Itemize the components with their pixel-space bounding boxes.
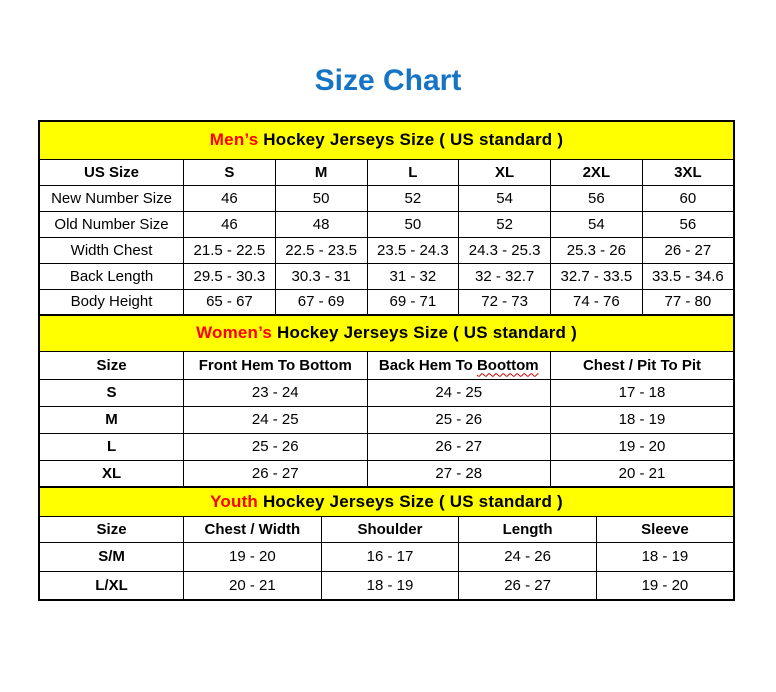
column-header: Back Hem To Boottom: [367, 351, 550, 379]
size-value-cell: 19 - 20: [596, 571, 734, 600]
size-table-youth: [38, 486, 735, 601]
column-header: Length: [459, 516, 597, 542]
table-row: [39, 237, 734, 263]
section-title-highlight: Youth: [210, 491, 259, 511]
size-value-cell: 67 - 69: [275, 289, 367, 315]
size-value-cell: 19 - 20: [550, 433, 734, 460]
size-value-cell: 50: [275, 185, 367, 211]
row-label: M: [39, 406, 184, 433]
section-title-text: Hockey Jerseys Size ( US standard ): [272, 323, 577, 343]
section-header-womens: [39, 315, 734, 351]
column-header: XL: [459, 159, 551, 185]
misspelled-word: Boottom: [476, 356, 539, 374]
row-label: S: [39, 379, 184, 406]
size-table-womens: [38, 314, 735, 488]
row-label: Old Number Size: [39, 211, 184, 237]
size-value-cell: 60: [642, 185, 734, 211]
size-value-cell: 26 - 27: [459, 571, 597, 600]
size-value-cell: 33.5 - 34.6: [642, 263, 734, 289]
size-value-cell: 74 - 76: [550, 289, 642, 315]
size-value-cell: 22.5 - 23.5: [275, 237, 367, 263]
row-label: S/M: [39, 542, 184, 571]
size-value-cell: 56: [642, 211, 734, 237]
column-header: Size: [39, 516, 184, 542]
section-title-text: Hockey Jerseys Size ( US standard ): [258, 130, 564, 150]
row-label: Width Chest: [39, 237, 184, 263]
table-row: [39, 460, 734, 487]
table-row: [39, 263, 734, 289]
size-value-cell: 25 - 26: [367, 406, 550, 433]
size-value-cell: 24 - 25: [367, 379, 550, 406]
table-row: [39, 433, 734, 460]
size-value-cell: 20 - 21: [184, 571, 322, 600]
table-row: [39, 379, 734, 406]
size-value-cell: 32 - 32.7: [459, 263, 551, 289]
size-value-cell: 54: [550, 211, 642, 237]
size-value-cell: 65 - 67: [184, 289, 276, 315]
column-header: 2XL: [550, 159, 642, 185]
section-band-row-youth: [39, 487, 734, 516]
size-value-cell: 26 - 27: [642, 237, 734, 263]
section-title-text: Hockey Jerseys Size ( US standard ): [258, 491, 563, 511]
table-row: [39, 571, 734, 600]
column-header: Front Hem To Bottom: [184, 351, 367, 379]
section-title-highlight: Men’s: [209, 130, 259, 150]
table-row: [39, 542, 734, 571]
page-title: Size Chart: [314, 64, 462, 97]
column-header: Chest / Pit To Pit: [550, 351, 734, 379]
column-header: M: [275, 159, 367, 185]
size-value-cell: 48: [275, 211, 367, 237]
row-label: New Number Size: [39, 185, 184, 211]
size-value-cell: 21.5 - 22.5: [184, 237, 276, 263]
size-value-cell: 16 - 17: [321, 542, 459, 571]
size-value-cell: 20 - 21: [550, 460, 734, 487]
size-value-cell: 23 - 24: [184, 379, 367, 406]
row-label: L: [39, 433, 184, 460]
size-value-cell: 23.5 - 24.3: [367, 237, 459, 263]
size-value-cell: 27 - 28: [367, 460, 550, 487]
size-value-cell: 54: [459, 185, 551, 211]
column-header: Size: [39, 351, 184, 379]
section-band-row-womens: [39, 315, 734, 351]
table-row: [39, 289, 734, 315]
size-value-cell: 24 - 26: [459, 542, 597, 571]
row-label: Back Length: [39, 263, 184, 289]
column-header: 3XL: [642, 159, 734, 185]
section-header-mens: [39, 121, 734, 159]
size-value-cell: 69 - 71: [367, 289, 459, 315]
column-header: Shoulder: [321, 516, 459, 542]
column-header-row: [39, 351, 734, 379]
column-header: L: [367, 159, 459, 185]
size-value-cell: 46: [184, 185, 276, 211]
size-value-cell: 25.3 - 26: [550, 237, 642, 263]
section-band-row-mens: [39, 121, 734, 159]
table-row: [39, 211, 734, 237]
size-value-cell: 29.5 - 30.3: [184, 263, 276, 289]
size-value-cell: 52: [459, 211, 551, 237]
size-value-cell: 24 - 25: [184, 406, 367, 433]
size-value-cell: 26 - 27: [367, 433, 550, 460]
size-value-cell: 18 - 19: [550, 406, 734, 433]
size-table-mens: [38, 120, 735, 316]
size-value-cell: 18 - 19: [321, 571, 459, 600]
size-value-cell: 24.3 - 25.3: [459, 237, 551, 263]
size-value-cell: 19 - 20: [184, 542, 322, 571]
size-value-cell: 31 - 32: [367, 263, 459, 289]
row-label: Body Height: [39, 289, 184, 315]
size-value-cell: 72 - 73: [459, 289, 551, 315]
column-header-row: [39, 516, 734, 542]
row-label: L/XL: [39, 571, 184, 600]
column-header: Sleeve: [596, 516, 734, 542]
size-value-cell: 25 - 26: [184, 433, 367, 460]
table-row: [39, 185, 734, 211]
size-value-cell: 32.7 - 33.5: [550, 263, 642, 289]
size-value-cell: 77 - 80: [642, 289, 734, 315]
section-header-youth: [39, 487, 734, 516]
column-header-row: [39, 159, 734, 185]
size-value-cell: 30.3 - 31: [275, 263, 367, 289]
size-value-cell: 46: [184, 211, 276, 237]
size-value-cell: 52: [367, 185, 459, 211]
column-header: S: [184, 159, 276, 185]
size-value-cell: 26 - 27: [184, 460, 367, 487]
column-header: Chest / Width: [184, 516, 322, 542]
size-value-cell: 56: [550, 185, 642, 211]
size-value-cell: 50: [367, 211, 459, 237]
row-label: XL: [39, 460, 184, 487]
size-value-cell: 17 - 18: [550, 379, 734, 406]
table-row: [39, 406, 734, 433]
column-header: US Size: [39, 159, 184, 185]
size-value-cell: 18 - 19: [596, 542, 734, 571]
size-chart-tables: [38, 120, 735, 601]
section-title-highlight: Women’s: [196, 323, 273, 343]
